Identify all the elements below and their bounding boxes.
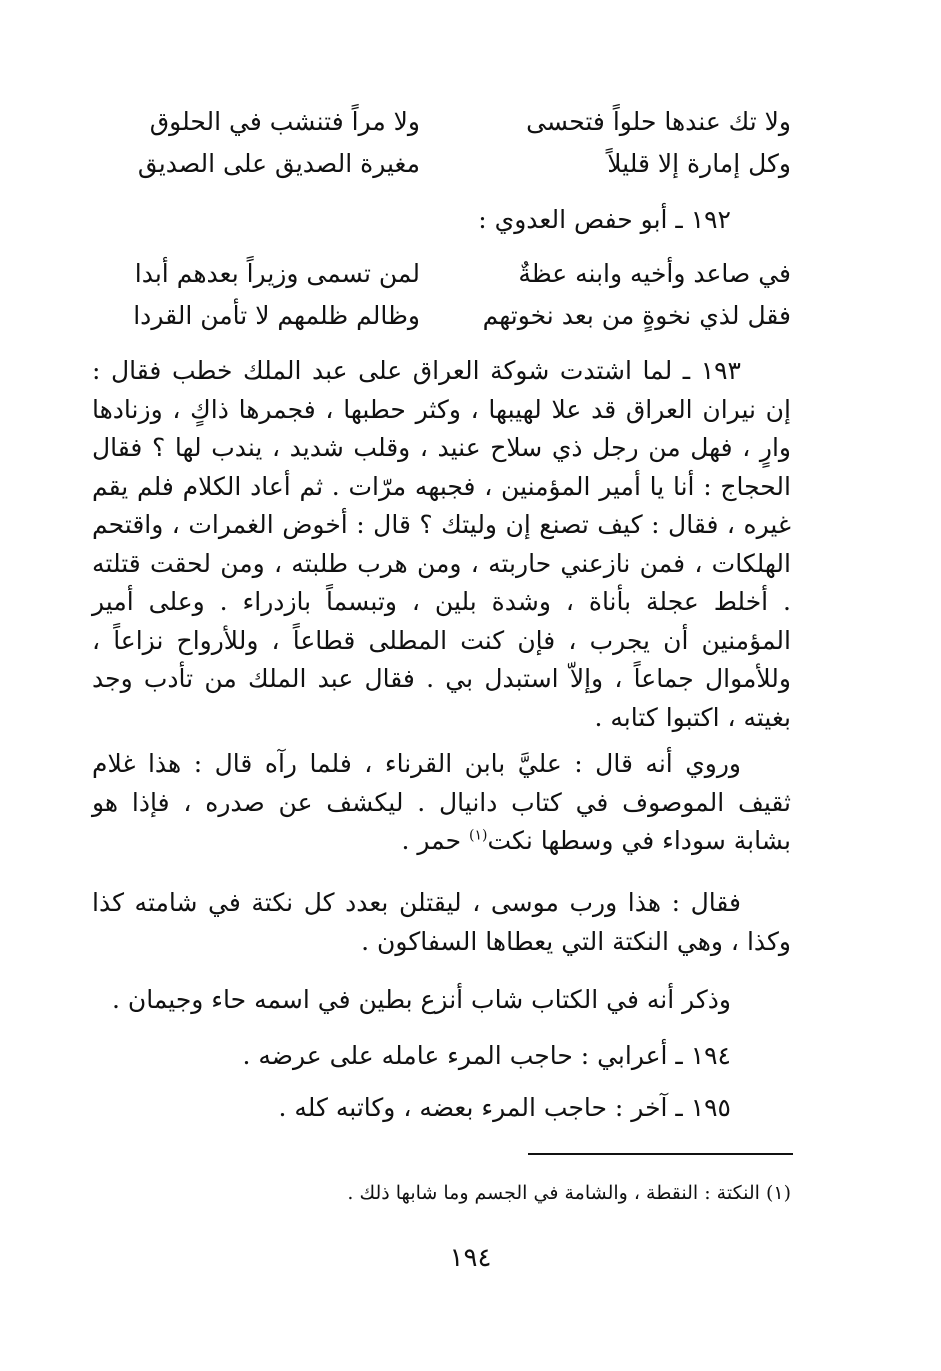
verse-line — [120, 292, 791, 340]
verse-hemistich-left: لمن تسمى وزيراً بعدهم أبدا — [134, 259, 420, 288]
dhukir-line: وذكر أنه في الكتاب شاب أنزع بطين في اسمه حاء وجيمان . — [111, 985, 731, 1014]
entry-line-195: ١٩٥ ـ آخر : حاجب المرء بعضه ، وكاتبه كله . — [278, 1093, 731, 1122]
faqal-paragraph: فقال : هذا ورب موسى ، ليقتلن بعدد كل نكتة في شامته كذا وكذا ، وهي النكتة التي يعطاها السفاكون . — [92, 888, 791, 956]
footnote-divider — [528, 1153, 793, 1155]
verse-hemistich-left: ولا مراً فتنشب في الحلوق — [149, 107, 420, 136]
narration-paragraph — [92, 745, 791, 861]
verse-line — [120, 250, 791, 298]
page-number: ١٩٤ — [449, 1243, 492, 1273]
footnote: (١) النكتة : النقطة ، والشامة في الجسم وما شابها ذلك . — [347, 1182, 791, 1204]
verse-line — [120, 140, 791, 188]
entry-heading-192: ١٩٢ ـ أبو حفص العدوي : — [478, 205, 731, 234]
verse-hemistich-right: فقل لذي نخوةٍ من بعد نخوتهم — [482, 301, 791, 330]
verse-hemistich-right: في صاعد وأخيه وابنه عظةٌ — [518, 259, 791, 288]
footnote-marker: (١) — [469, 827, 488, 844]
verse-hemistich-left: وظالم ظلمهم لا تأمن القردا — [133, 301, 420, 330]
verse-hemistich-left: مغيرة الصديق على الصديق — [137, 149, 420, 178]
verse-hemistich-right: وكل إمارة إلا قليلاً — [607, 149, 791, 178]
verse-line — [120, 98, 791, 146]
verse-hemistich-right: ولا تك عندها حلواً فتحسى — [526, 107, 791, 136]
narration-text-end: حمر . — [401, 826, 470, 855]
narration-text: وروي أنه قال : عليَّ بابن القرناء ، فلما رآه قال : هذا غلام ثقيف الموصوف في كتاب دانيال . ليكشف عن صدره ، فإذا هو بشابة سوداء في وسطها نكت — [92, 749, 791, 855]
entry-line-194: ١٩٤ ـ أعرابي : حاجب المرء عامله على عرضه . — [242, 1041, 731, 1070]
entry-paragraph-193: ١٩٣ ـ لما اشتدت شوكة العراق على عبد الملك خطب فقال : إن نيران العراق قد علا لهيبها ، وكثر حطبها ، فجمرها ذاكٍ ، وزنادها وارٍ ، فهل من رجل ذي سلاح عنيد ، وقلب شديد ، يندب لها ؟ فقال الحجاج : أنا يا أمير المؤمنين ، فجبهه مرّات . ثم أعاد الكلام فلم يقم غيره ، فقال : كيف تصنع إن وليتك ؟ قال : أخوض الغمرات ، واقتحم الهلكات ، فمن نازعني حاربته ، ومن هرب طلبته ، ومن لحقت قتلته . أخلط عجلة بأناة ، وشدة بلين ، وتبسماً بازدراء . وعلى أمير المؤمنين أن يجرب ، فإن كنت المطلى قطاعاً ، وللأرواح نزاعاً ، وللأموال جماعاً ، وإلاّ استبدل بي . فقال عبد الملك من تأدب وجد بغيته ، اكتبوا كتابه . — [92, 356, 791, 732]
